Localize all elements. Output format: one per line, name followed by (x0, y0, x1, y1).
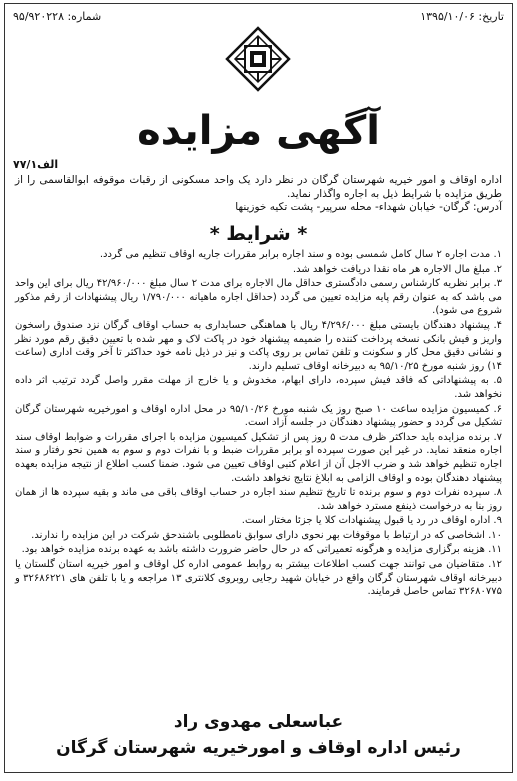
conditions-heading: * شرایط * (209, 223, 308, 245)
condition-item: ۳. برابر نظریه کارشناس رسمی دادگستری حداقل مال الاجاره برای مدت ۲ سال مبلغ ۴۲/۹۶۰/۰۰۰ ریال برای این واحد می باشد که به عنوان رقم پایه مزایده تعیین می گردد (حداقل اجاره ماهیانه ۱/۷۹۰/۰۰۰ ریال پیشنهادات از رقم مذکور شروع می شود). (15, 278, 502, 317)
property-address: آدرس: گرگان- خیابان شهداء- محله سرپیر- پشت تکیه خوزینها (235, 201, 502, 213)
condition-item: ۱۲. متقاضیان می توانند جهت کسب اطلاعات بیشتر به روابط عمومی اداره کل اوقاف و امور خیریه استان گلستان یا دبیرخانه اوقاف شهرستان گرگان واقع در خیابان شهید رجایی روبروی کلانتری ۱۳ مراجعه و یا با تلفن های ۳۲۶۸۶۲۲۱ و ۳۲۶۸۰۷۷۵ تماس حاصل فرمایند. (15, 559, 503, 598)
header-line (13, 8, 504, 26)
notice-number: شماره: ۹۵/۹۲۰۲۲۸ (13, 10, 102, 23)
condition-item: ۷. برنده مزایده باید حداکثر ظرف مدت ۵ روز پس از تشکیل کمیسیون مزایده با اجرای مقررات و ضوابط اوقاف سند اجاره منعقد نماید. در غیر این صورت سپرده او برابر مقررات ضبط و با نفرات دوم و سوم به همین نحو رفتار و سند اجاره تنظیم خواهد شد و ضرب الاجل آن از اعلام کتبی اوقاف تعیین می شود. ضمنا کسب اطلاع از نتیجه مزایده بعهده پیشنهاد دهندگان بوده و اوقاف الزامی به ابلاغ نتایج نخواهد داشت. (15, 431, 502, 484)
condition-item: ۴. پیشنهاد دهندگان بایستی مبلغ ۴/۲۹۶/۰۰۰ ریال با هماهنگی حسابداری به حساب اوقاف گرگان نزد صندوق راسخون واریز و فیش بانکی نسخه پرداخت کننده را ضمیمه پیشنهاد خود در پاکت لاک و مهر شده با تعیین دقیق رقم مورد نظر و نشانی دقیق محل کار و سکونت و تلفن تماس بر روی پاکت و نیز در ذیل نامه خود حداکثر تا آخر وقت اداری (ساعت ۱۴) روز شنبه مورخ ۹۵/۱۰/۲۵ به دبیرخانه اوقاف تسلیم دارند. (15, 319, 503, 372)
signer-name: عباسعلی مهدوی راد (173, 712, 344, 732)
conditions-list (15, 248, 502, 600)
condition-item: ۸. سپرده نفرات دوم و سوم برنده تا تاریخ تنظیم سند اجاره در حساب اوقاف باقی می ماند و بقیه سپرده ها از همان روز بنا به درخواست ذینفع مسترد خواهد شد. (15, 487, 502, 512)
condition-item: ۶. کمیسیون مزایده ساعت ۱۰ صبح روز یک شنبه مورخ ۹۵/۱۰/۲۶ در محل اداره اوقاف و امورخیریه شهرستان گرگان تشکیل می گردد و حضور پیشنهاد دهندگان در جلسه آزاد است. (15, 403, 502, 429)
signer-title: رئیس اداره اوقاف و امورخیریه شهرستان گرگان (56, 738, 461, 758)
condition-item: ۲. مبلغ مال الاجاره هر ماه نقدا دریافت خواهد شد. (292, 263, 502, 275)
notice-date: تاریخ: ۱۳۹۵/۱۰/۰۶ (420, 10, 504, 23)
intro-section (15, 174, 502, 215)
intro-paragraph: اداره اوقاف و امور خیریه شهرستان گرگان در نظر دارد یک واحد مسکونی از رقبات موقوفه ابوالقاسمی را از طریق مزایده با شرایط ذیل به اجاره واگذار نماید. (15, 174, 502, 200)
condition-item: ۹. اداره اوقاف در رد یا قبول پیشنهادات کلا یا جزئا مختار است. (241, 515, 502, 527)
condition-item: ۱۱. هزینه برگزاری مزایده و هرگونه تعمیراتی که در حال حاضر ضرورت داشته باشد به عهده برنده مزایده خواهد بود. (21, 544, 502, 556)
notice-title: آگهی مزایده (137, 108, 380, 154)
auction-notice-page (4, 3, 513, 773)
condition-item: ۵. به پیشنهاداتی که فاقد فیش سپرده، دارای ابهام، مخدوش و یا خارج از مهلت مقرر واصل گردد ترتیب اثر داده نخواهد شد. (15, 375, 502, 400)
reference-number: ۷۷/۱الف (13, 158, 59, 171)
endowment-emblem-icon (225, 26, 291, 92)
condition-item: ۱. مدت اجاره ۲ سال کامل شمسی بوده و سند اجاره برابر مقررات جاریه اوقاف تنظیم می گردد. (99, 249, 502, 260)
condition-item: ۱۰. اشخاصی که در ارتباط با موقوفات بهر نحوی دارای سوابق نامطلوبی باشندحق شرکت در این مزایده را ندارند. (31, 529, 502, 541)
